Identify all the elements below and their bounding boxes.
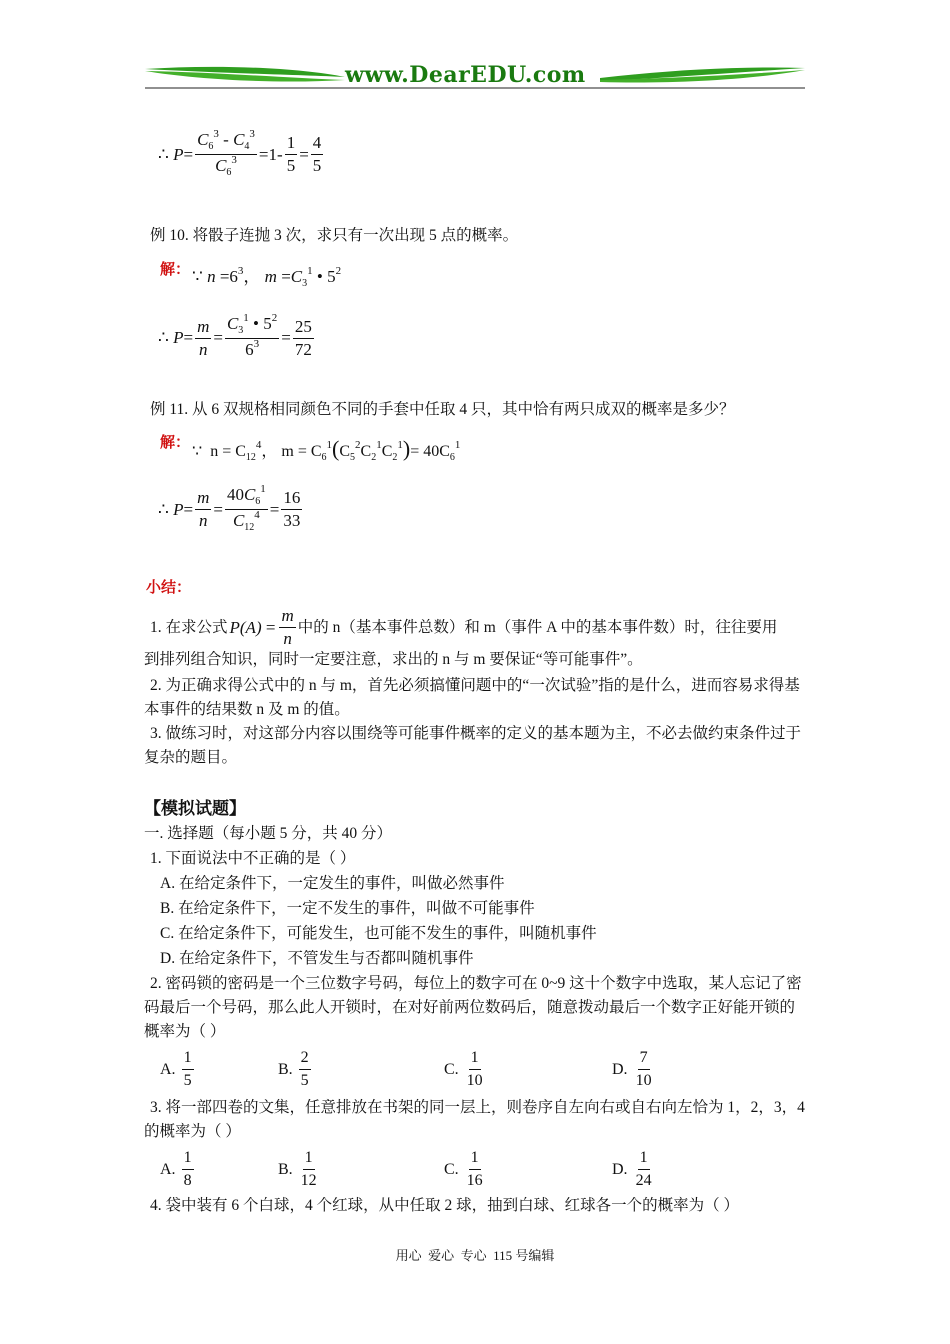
header-banner: [140, 60, 810, 94]
mock-test-heading: 【模拟试题】: [144, 799, 246, 819]
question-3-option-a: A. $\frac{1}{8}$: [160, 1149, 192, 1189]
example-10-probability: ∴ P = $\frac{m}{n}$ = $\frac{C_3^1 • 5^2}{6^3}$ = $\frac{25}{72}$: [158, 312, 312, 359]
question-1-option-c: C. 在给定条件下，可能发生，也可能不发生的事件，叫随机事件: [160, 925, 597, 942]
example-10-solution-label: 解：: [160, 260, 191, 278]
summary-item-3: 3. 做练习时，对这部分内容以围绕等可能事件概率的定义的基本题为主，不必去做约束条件过于复杂的题目。: [144, 725, 802, 766]
question-2-option-b: B. $\frac{2}{5}$: [278, 1049, 309, 1089]
question-1-option-a: A. 在给定条件下，一定发生的事件，叫做必然事件: [160, 875, 505, 892]
example-11-n-m: ∵ $n = C_{12}^4$， $m = C_6^1(C_5^2C_2^1C_2^1)= 40C_6^1$: [192, 436, 461, 463]
site-logo-text: www.DearEDU.com: [345, 62, 586, 88]
question-1-stem: 1. 下面说法中不正确的是（ ）: [150, 850, 356, 867]
example-11-title: 例 11. 从 6 双规格相同颜色不同的手套中任取 4 只，其中恰有两只成双的概率是多少？: [150, 401, 735, 418]
question-2-option-c: C. $\frac{1}{10}$: [444, 1049, 483, 1089]
question-3-option-d: D. $\frac{1}{24}$: [612, 1149, 652, 1189]
mock-section-title: 一. 选择题（每小题 5 分，共 40 分）: [144, 825, 393, 842]
question-2-stem: 2. 密码锁的密码是一个三位数字号码，每位上的数字可在 0~9 这十个数字中选取，某人忘记了密码最后一个号码，那么此人开锁时，在对好前两位数码后，随意拨动最后一个数字正好能开锁的概率为（ ）: [144, 975, 802, 1040]
question-2-option-d: D. $\frac{7}{10}$: [612, 1049, 652, 1089]
example-10-title: 例 10. 将骰子连抛 3 次，求只有一次出现 5 点的概率。: [150, 227, 519, 244]
question-1-option-d: D. 在给定条件下，不管发生与否都叫随机事件: [160, 950, 474, 967]
summary-item-1-line-2: 到排列组合知识，同时一定要注意，求出的 n 与 m 要保证“等可能事件”。: [144, 651, 643, 668]
summary-heading: 小结：: [146, 578, 192, 596]
question-3-option-c: C. $\frac{1}{16}$: [444, 1149, 483, 1189]
formula-p-conclusion: ∴ P = $\frac{C_6^3 - C_4^3}{C_6^3}$ = 1- $\frac{1}{5}$ = $\frac{4}{5}$: [158, 128, 322, 178]
summary-item-1: 1. 在求公式 P(A) = $\frac{m}{n}$ 中的 n（基本事件总数）和 m（事件 A 中的基本事件数）时，往往要用: [150, 606, 778, 648]
example-10-n-m: ∵ $n =6^3$， $m =C_3^1$ • $5^2$: [192, 265, 342, 289]
page-footer: 用心 爱心 专心 115 号编辑: [395, 1248, 555, 1263]
question-3-option-b: B. $\frac{1}{12}$: [278, 1149, 317, 1189]
example-11-solution-label: 解：: [160, 433, 191, 451]
question-4-stem: 4. 袋中装有 6 个白球，4 个红球，从中任取 2 球，抽到白球、红球各一个的概率为（ ）: [150, 1197, 740, 1214]
summary-item-2: 2. 为正确求得公式中的 n 与 m，首先必须搞懂问题中的“一次试验”指的是什么，进而容易求得基本事件的结果数 n 及 m 的值。: [144, 677, 800, 718]
question-1-option-b: B. 在给定条件下，一定不发生的事件，叫做不可能事件: [160, 900, 535, 917]
question-3-stem: 3. 将一部四卷的文集，任意排放在书架的同一层上，则卷序自左向右或自右向左恰为 1，2，3，4 的概率为（ ）: [144, 1099, 805, 1140]
example-11-probability: ∴ P = $\frac{m}{n}$ = $\frac{40C_6^1}{C_{12}^4}$ = $\frac{16}{33}$: [158, 483, 301, 533]
question-2-option-a: A. $\frac{1}{5}$: [160, 1049, 192, 1089]
